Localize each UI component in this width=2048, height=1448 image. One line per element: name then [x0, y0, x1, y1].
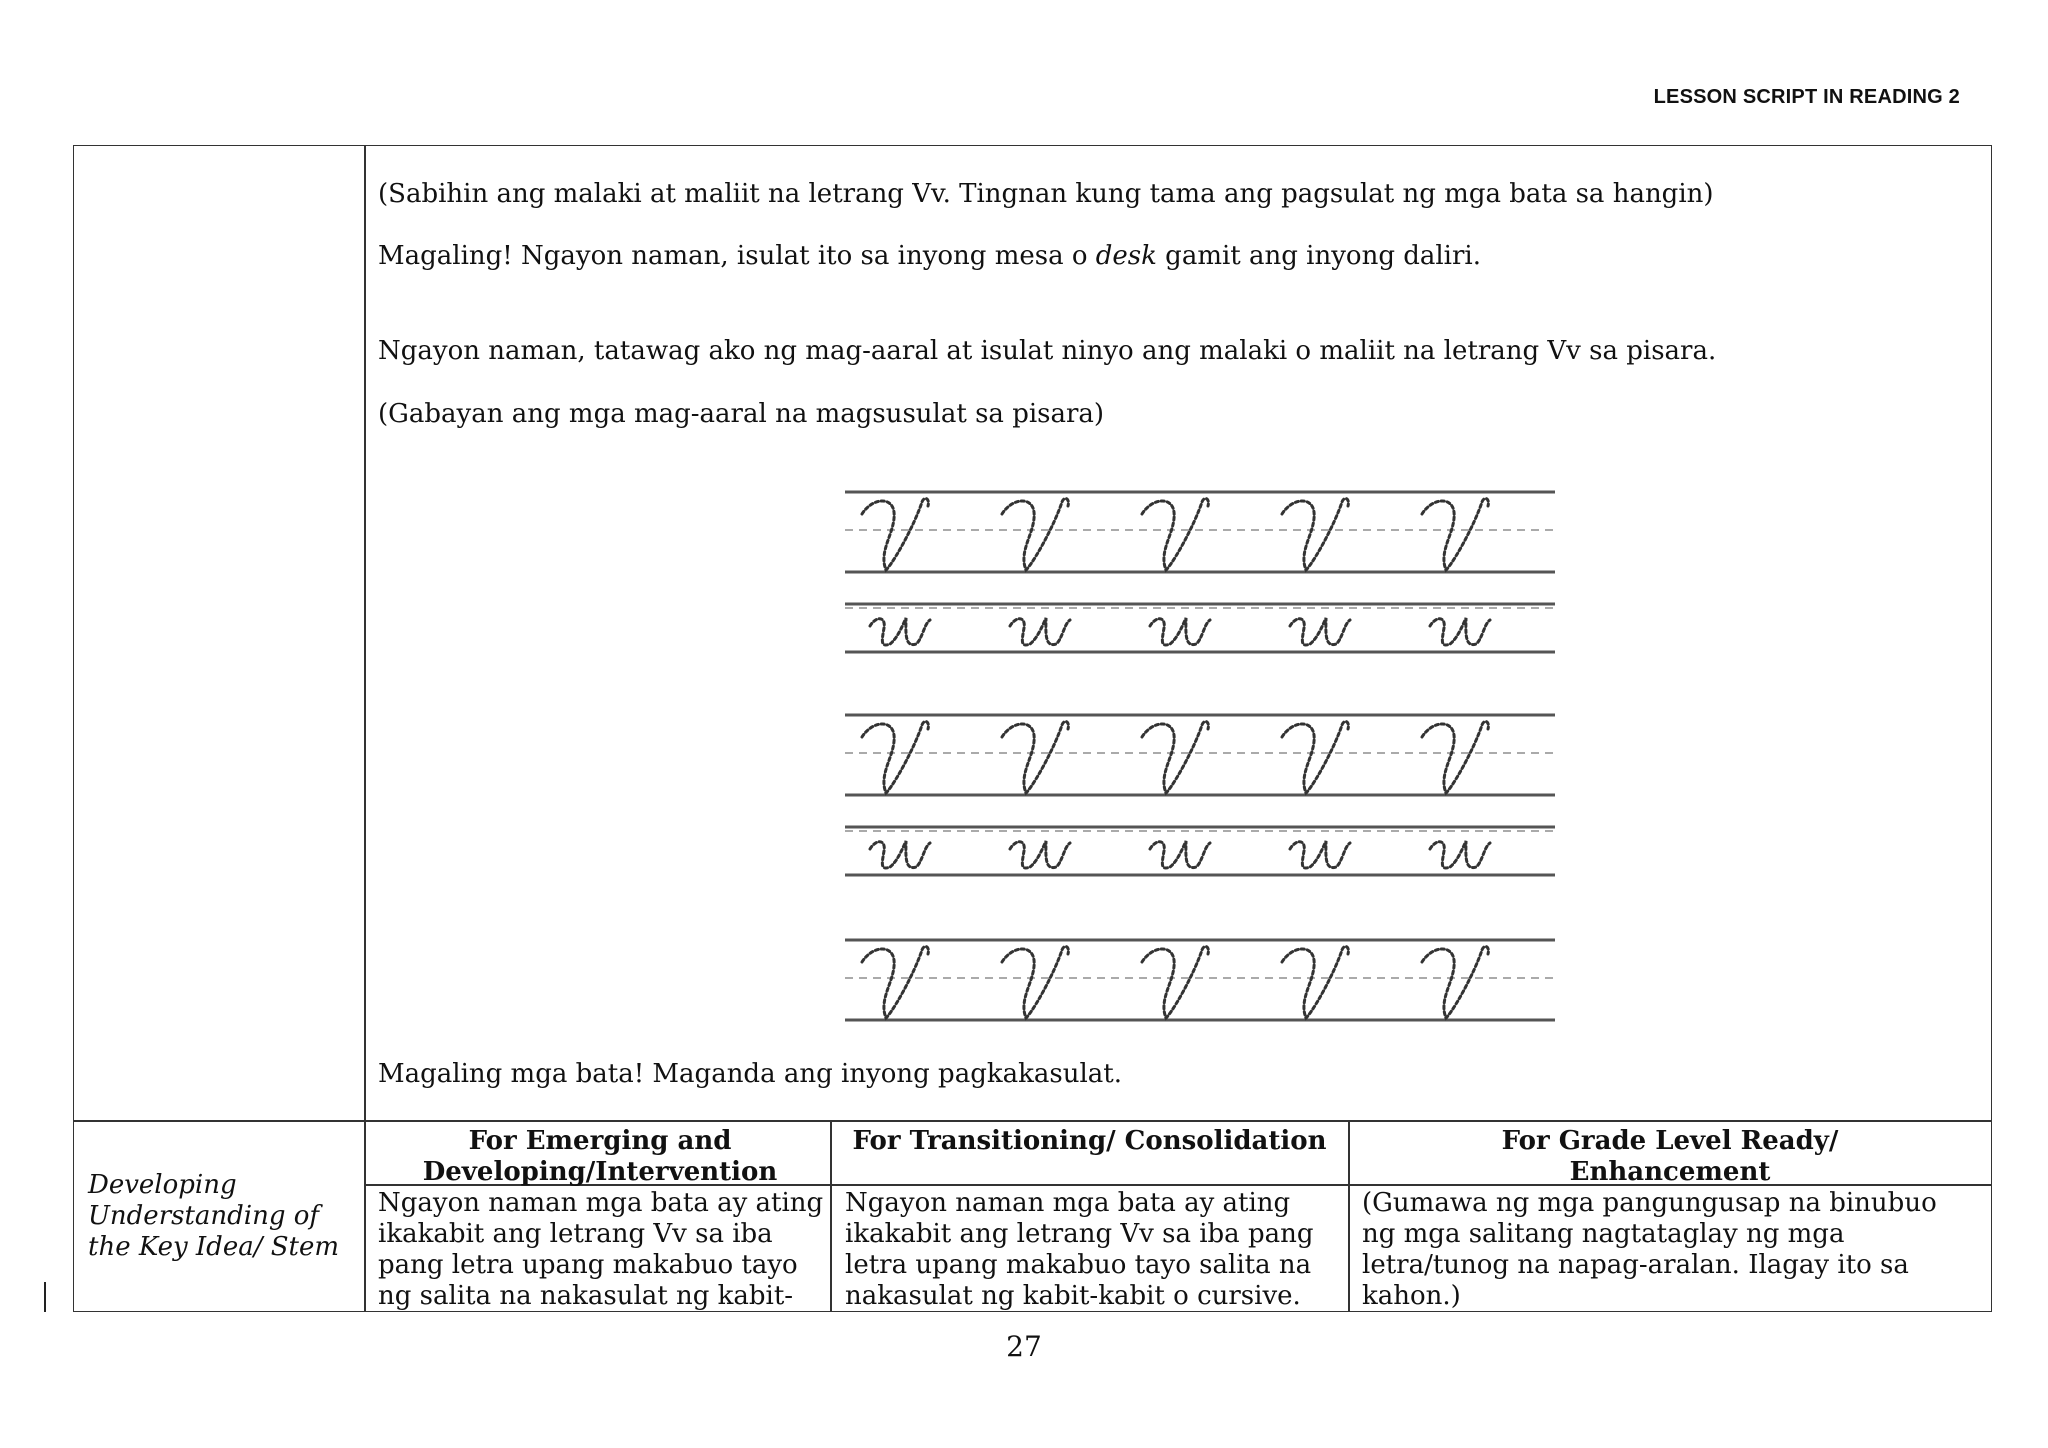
table-divider: [73, 1120, 1992, 1122]
cursive-lowercase-v: [1010, 841, 1070, 868]
table-divider: [830, 1120, 832, 1312]
cursive-uppercase-v: [1282, 722, 1348, 793]
cursive-uppercase-v: [1142, 499, 1208, 570]
cursive-uppercase-v: [1282, 947, 1348, 1018]
column-heading-transitioning: For Transitioning/ Consolidation: [852, 1126, 1327, 1156]
column-heading-emerging: For Emerging and Developing/Intervention: [422, 1126, 778, 1187]
cursive-lowercase-v: [870, 618, 930, 645]
cursive-uppercase-v: [1282, 499, 1348, 570]
cursive-uppercase-v: [1142, 947, 1208, 1018]
cursive-uppercase-v: [1142, 722, 1208, 793]
cursive-lowercase-v: [870, 841, 930, 868]
instruction-italic: desk: [1095, 241, 1157, 271]
instruction-part: gamit ang inyong daliri.: [1156, 241, 1482, 271]
cursive-lowercase-v: [1290, 841, 1350, 868]
instruction-part: Magaling! Ngayon naman, isulat ito sa inyong mesa o: [378, 241, 1096, 271]
instruction-text: [378, 240, 1481, 272]
column-body-grade-ready: (Gumawa ng mga pangungusap na binubuo ng mga salitang nagtataglay ng mga letra/tunog na napag-aralan. Ilagay ito sa kahon.): [1362, 1188, 1937, 1311]
page-number: 27: [1006, 1330, 1042, 1363]
cursive-lowercase-v: [1150, 841, 1210, 868]
cursive-uppercase-v: [862, 499, 928, 570]
instruction-text: (Gabayan ang mga mag-aaral na magsusulat sa pisara): [378, 399, 1105, 429]
cursive-uppercase-v: [1422, 499, 1488, 570]
cursive-lowercase-v: [1430, 841, 1490, 868]
cursive-uppercase-v: [1422, 947, 1488, 1018]
stem-row-label: Developing Understanding of the Key Idea/ Stem: [88, 1170, 340, 1262]
document-header: LESSON SCRIPT IN READING 2: [1653, 86, 1960, 108]
cursive-lowercase-v: [1150, 618, 1210, 645]
table-divider: [1348, 1120, 1350, 1312]
column-body-emerging: Ngayon naman mga bata ay ating ikakabit ang letrang Vv sa iba pang letra upang makabuo tayo ng salita na nakasulat ng kabit-: [378, 1188, 824, 1311]
praise-text: Magaling mga bata! Maganda ang inyong pagkakasulat.: [378, 1059, 1122, 1089]
cursive-v-worksheet: [845, 480, 1555, 1025]
column-heading-grade-ready: For Grade Level Ready/ Enhancement: [1501, 1126, 1839, 1187]
text-cursor: [44, 1282, 46, 1312]
cursive-uppercase-v: [1422, 722, 1488, 793]
instruction-text: (Sabihin ang malaki at maliit na letrang Vv. Tingnan kung tama ang pagsulat ng mga bata sa hangin): [378, 179, 1714, 209]
cursive-lowercase-v: [1290, 618, 1350, 645]
column-body-transitioning: Ngayon naman mga bata ay ating ikakabit ang letrang Vv sa iba pang letra upang makabuo tayo salita na nakasulat ng kabit-kabit o cursive.: [845, 1188, 1314, 1311]
cursive-uppercase-v: [862, 722, 928, 793]
cursive-lowercase-v: [1430, 618, 1490, 645]
instruction-text: Ngayon naman, tatawag ako ng mag-aaral at isulat ninyo ang malaki o maliit na letrang Vv sa pisara.: [378, 336, 1717, 366]
cursive-uppercase-v: [1002, 947, 1068, 1018]
table-divider: [364, 145, 366, 1312]
cursive-uppercase-v: [1002, 722, 1068, 793]
cursive-lowercase-v: [1010, 618, 1070, 645]
cursive-uppercase-v: [862, 947, 928, 1018]
cursive-uppercase-v: [1002, 499, 1068, 570]
